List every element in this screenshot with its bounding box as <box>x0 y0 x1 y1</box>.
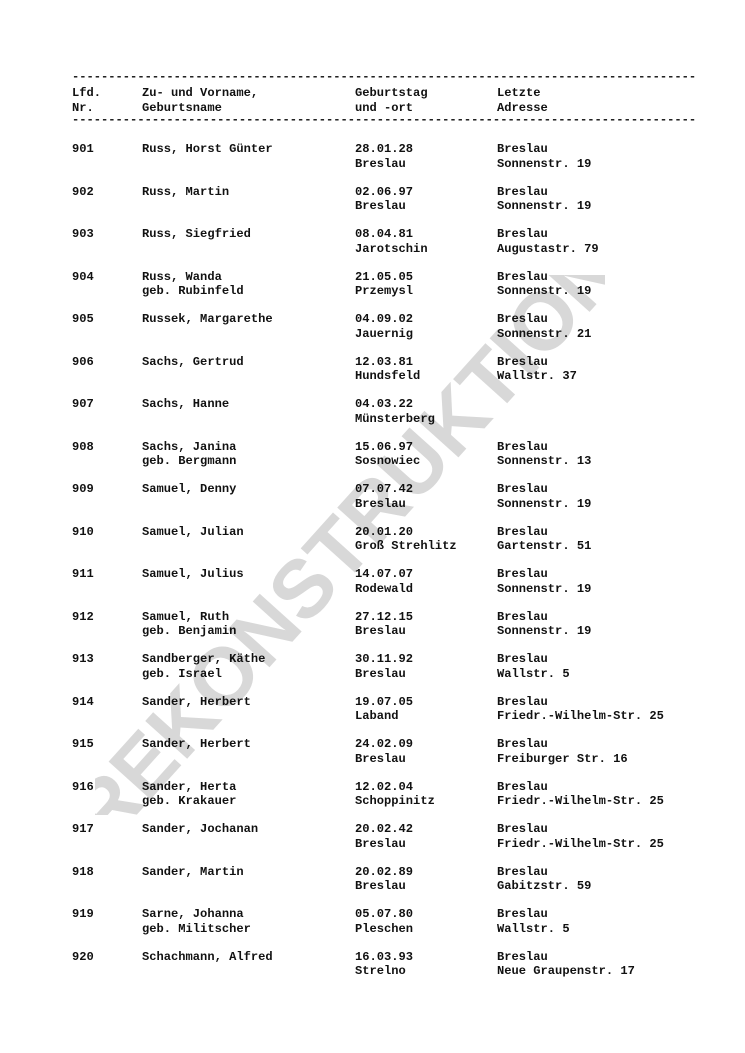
row-address: Breslau Sonnenstr. 19 <box>497 142 592 171</box>
row-name: Sander, Herbert <box>142 737 251 751</box>
row-name: Samuel, Julian <box>142 524 244 539</box>
row-birth: 16.03.93 Strelno <box>355 949 414 978</box>
row-name: Sander, Herta geb. Krakauer <box>142 779 237 808</box>
header-name: Zu- und Vorname, Geburtsname <box>142 86 259 115</box>
row-nr: 909 <box>72 482 94 496</box>
row-nr: 902 <box>72 184 94 199</box>
row-address: Breslau Sonnenstr. 19 <box>497 567 592 596</box>
row-name: Russ, Siegfried <box>142 227 251 241</box>
row-address: Breslau Sonnenstr. 19 <box>497 269 592 298</box>
row-nr: 913 <box>72 652 94 666</box>
row-nr: 911 <box>72 567 94 581</box>
row-nr: 907 <box>72 397 94 411</box>
row-birth: 15.06.97 Sosnowiec <box>355 439 421 468</box>
row-address: Breslau Sonnenstr. 21 <box>497 312 592 341</box>
row-address: Breslau Gabitzstr. 59 <box>497 864 592 893</box>
row-birth: 05.07.80 Pleschen <box>355 907 414 936</box>
row-nr: 903 <box>72 227 94 241</box>
row-nr: 904 <box>72 269 94 284</box>
row-nr: 916 <box>72 779 94 794</box>
row-birth: 24.02.09 Breslau <box>355 737 414 766</box>
row-name: Sarne, Johanna geb. Militscher <box>142 907 251 936</box>
row-address: Breslau Wallstr. 37 <box>497 354 577 383</box>
row-birth: 28.01.28 Breslau <box>355 142 414 171</box>
row-address: Breslau Friedr.-Wilhelm-Str. 25 <box>497 822 664 851</box>
row-name: Sander, Martin <box>142 864 244 879</box>
row-nr: 906 <box>72 354 94 369</box>
row-nr: 910 <box>72 524 94 539</box>
row-birth: 27.12.15 Breslau <box>355 609 414 638</box>
row-name: Samuel, Julius <box>142 567 244 581</box>
row-name: Sachs, Janina geb. Bergmann <box>142 439 237 468</box>
row-name: Samuel, Denny <box>142 482 237 496</box>
row-name: Russ, Martin <box>142 184 230 199</box>
row-nr: 917 <box>72 822 94 836</box>
row-address: Breslau Sonnenstr. 19 <box>497 609 592 638</box>
row-birth: 02.06.97 Breslau <box>355 184 414 213</box>
row-address: Breslau Sonnenstr. 13 <box>497 439 592 468</box>
row-address: Breslau Sonnenstr. 19 <box>497 184 592 213</box>
row-address: Breslau Neue Graupenstr. 17 <box>497 949 635 978</box>
row-birth: 21.05.05 Przemysl <box>355 269 414 298</box>
header-birth: Geburtstag und -ort <box>355 86 428 115</box>
row-address: Breslau Friedr.-Wilhelm-Str. 25 <box>497 779 664 808</box>
row-nr: 920 <box>72 949 94 964</box>
row-name: Russ, Horst Günter <box>142 142 273 156</box>
row-birth: 20.01.20 Groß Strehlitz <box>355 524 457 553</box>
row-birth: 19.07.05 Laband <box>355 694 414 723</box>
row-name: Sachs, Hanne <box>142 397 230 411</box>
header-nr: Lfd. Nr. <box>72 86 102 115</box>
row-birth: 12.03.81 Hundsfeld <box>355 354 421 383</box>
row-nr: 914 <box>72 694 94 709</box>
row-name: Russ, Wanda geb. Rubinfeld <box>142 269 244 298</box>
row-name: Sachs, Gertrud <box>142 354 244 369</box>
row-address: Breslau Wallstr. 5 <box>497 652 570 681</box>
row-address: Breslau Wallstr. 5 <box>497 907 570 936</box>
watermark-text: REKONSTRUKTION <box>95 275 605 815</box>
row-address: Breslau Gartenstr. 51 <box>497 524 592 553</box>
row-nr: 919 <box>72 907 94 921</box>
row-name: Sander, Jochanan <box>142 822 259 836</box>
row-name: Sander, Herbert <box>142 694 251 709</box>
row-nr: 905 <box>72 312 94 326</box>
header-address: Letzte Adresse <box>497 86 548 115</box>
row-nr: 901 <box>72 142 94 156</box>
row-birth: 04.09.02 Jauernig <box>355 312 414 341</box>
row-birth: 12.02.04 Schoppinitz <box>355 779 435 808</box>
row-nr: 912 <box>72 609 94 624</box>
row-address: Breslau Freiburger Str. 16 <box>497 737 628 766</box>
row-birth: 14.07.07 Rodewald <box>355 567 414 596</box>
row-birth: 08.04.81 Jarotschin <box>355 227 428 256</box>
row-nr: 915 <box>72 737 94 751</box>
row-address: Breslau Friedr.-Wilhelm-Str. 25 <box>497 694 664 723</box>
row-address: Breslau Augustastr. 79 <box>497 227 599 256</box>
rule-top: -------------------------------------------------------------------------------------- <box>72 70 697 84</box>
row-birth: 04.03.22 Münsterberg <box>355 397 435 426</box>
row-birth: 30.11.92 Breslau <box>355 652 414 681</box>
row-nr: 918 <box>72 864 94 879</box>
row-name: Sandberger, Käthe geb. Israel <box>142 652 266 681</box>
row-birth: 20.02.89 Breslau <box>355 864 414 893</box>
row-name: Russek, Margarethe <box>142 312 273 326</box>
rule-header-bottom: -------------------------------------------------------------------------------------- <box>72 113 697 127</box>
row-birth: 20.02.42 Breslau <box>355 822 414 851</box>
row-nr: 908 <box>72 439 94 454</box>
row-birth: 07.07.42 Breslau <box>355 482 414 511</box>
row-name: Samuel, Ruth geb. Benjamin <box>142 609 237 638</box>
row-address: Breslau Sonnenstr. 19 <box>497 482 592 511</box>
row-name: Schachmann, Alfred <box>142 949 273 964</box>
